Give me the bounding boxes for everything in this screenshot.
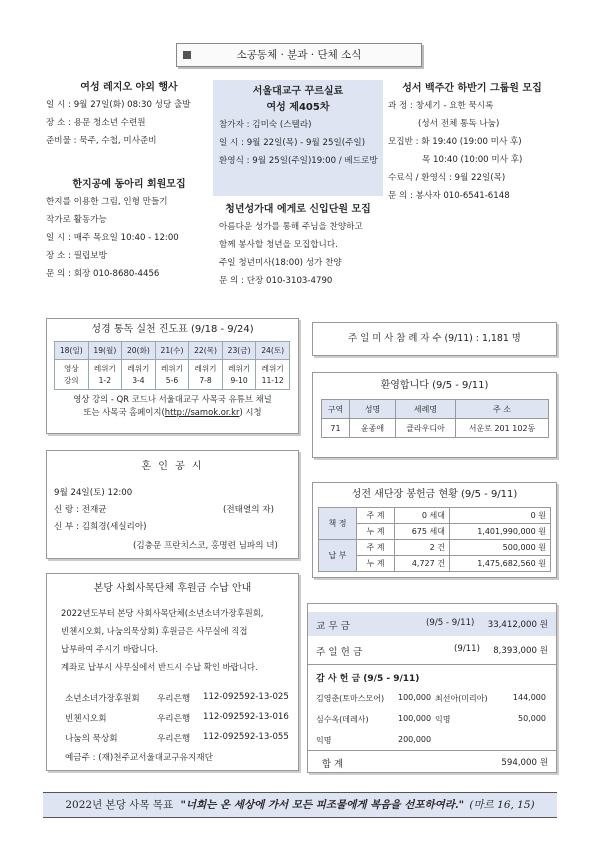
reading-cell: 레위기 9-10 <box>222 360 256 390</box>
samok-link[interactable]: http://samok.or.kr <box>164 407 240 417</box>
section-title: 소공동체 · 분과 · 단체 소식 <box>236 49 362 61</box>
thanks-name: 최선아(미리아) <box>435 694 488 703</box>
welcome-header: 성명 <box>350 400 396 419</box>
notice-line: 문 의 : 단장 010-3103-4790 <box>219 276 333 286</box>
notice-line: 과 정 : 창세기 - 요한 묵시록 <box>388 101 494 111</box>
goal-quote: "너희는 온 세상에 가서 모든 피조물에게 복음을 선포하여라." <box>180 799 465 811</box>
paragraph-line: 빈첸시오회, 나눔의묵상회) 후원금은 사무실에 직접 <box>61 626 248 636</box>
notice-line: (성서 전체 통독 나눔) <box>418 119 500 129</box>
paragraph-line: 납부하여 주시기 바랍니다. <box>61 644 158 654</box>
fund-kind: 누 계 <box>357 524 395 540</box>
fund-group: 책 정 <box>319 508 357 540</box>
day-cell: 20(화) <box>122 342 156 360</box>
notice-line: 환영식 : 9월 25일(주일)19:00 / 베드로방 <box>219 156 378 166</box>
goal-reference: (마르 16, 15) <box>469 799 535 811</box>
wedding-date: 9월 24일(토) 12:00 <box>54 488 133 498</box>
welcome-cell: 71 <box>322 419 350 438</box>
pastoral-goal-banner <box>43 792 557 818</box>
reading-cell: 레위기 7-8 <box>189 360 223 390</box>
notice-line: 함께 봉사할 청년을 모집합니다. <box>219 240 338 250</box>
table-row <box>319 540 551 556</box>
welcome-cell: 윤종애 <box>350 419 396 438</box>
day-cell: 18(일) <box>55 342 89 360</box>
thanks-amount: 50,000 <box>518 714 546 723</box>
welcome-title: 환영합니다 (9/5 - 9/11) <box>380 380 489 391</box>
sunday-offering-amount: 8,393,000 원 <box>493 646 548 656</box>
finance-box <box>307 603 557 773</box>
notice-line: 문 의 : 회장 010-8680-4456 <box>46 269 160 279</box>
note-line: 또는 사목국 홈페이지(http://samok.or.kr) 시청 <box>83 407 262 417</box>
fund-amount: 1,401,990,000 원 <box>450 524 551 540</box>
welcome-header: 구역 <box>322 400 350 419</box>
divider <box>308 664 556 665</box>
notice-line: 준비물 : 묵주, 수첩, 미사준비 <box>46 136 157 146</box>
account-bank: 우리은행 <box>157 714 191 724</box>
hanji-title: 한지공예 동아리 회원모집 <box>72 179 186 190</box>
thanks-name: 익명 <box>435 715 451 724</box>
notice-line: 수료식 / 환영식 : 9월 22일(목) <box>388 173 506 183</box>
bible-progress-box <box>46 318 299 434</box>
fund-count: 675 세대 <box>395 524 450 540</box>
thanks-offering-title: 감 사 헌 금 (9/5 - 9/11) <box>316 674 420 684</box>
fund-kind: 주 계 <box>357 508 395 524</box>
school-fee-amount: 33,412,000 원 <box>487 620 548 630</box>
bible-group-title: 성서 백주간 하반기 그룹원 모집 <box>402 83 542 94</box>
reading-cell: 레위기 1-2 <box>88 360 122 390</box>
welcome-cell: 클라우디아 <box>396 419 456 438</box>
thanks-name: 김영춘(토마스모어) <box>316 694 385 703</box>
sunday-offering-label: 주 일 헌 금 <box>316 647 363 658</box>
thanks-name: 익명 <box>316 736 332 745</box>
account-bank: 우리은행 <box>157 734 191 744</box>
note-line: 영상 강의 - QR 코드나 서울대교구 사목국 유튜브 채널 <box>73 394 272 404</box>
bible-progress-title: 성경 통독 실천 진도표 (9/18 - 9/24) <box>91 324 254 335</box>
bible-group-notice <box>386 80 558 205</box>
day-cell: 21(수) <box>155 342 189 360</box>
account-name: 빈첸시오회 <box>65 714 107 724</box>
welcome-header: 세례명 <box>396 400 456 419</box>
notice-line: 모집반 : 화 19:40 (19:00 미사 후) <box>388 137 522 147</box>
notice-line: 작가로 활동가능 <box>46 215 107 225</box>
total-label: 합 계 <box>322 759 344 770</box>
notice-line: 장 소 : 필립보방 <box>46 251 107 261</box>
account-name: 소년소녀가장후원회 <box>65 694 140 704</box>
welcome-table <box>321 399 549 438</box>
square-bullet-icon <box>183 51 191 59</box>
table-row <box>319 508 551 524</box>
account-number: 112-092592-13-016 <box>203 712 289 722</box>
notice-line: 아름다운 성가를 통해 주님을 찬양하고 <box>219 222 363 232</box>
fund-kind: 누 계 <box>357 556 395 572</box>
notice-line: 일 시 : 9월 22일(목) - 9월 25일(주일) <box>219 138 366 148</box>
fund-group: 납 부 <box>319 540 357 572</box>
school-fee-period: (9/5 - 9/11) <box>426 618 475 628</box>
thanks-name: 심수옥(데레사) <box>316 715 369 724</box>
reading-cell: 레위기 11-12 <box>256 360 290 390</box>
wedding-box <box>46 450 299 559</box>
welcome-box <box>312 372 557 458</box>
account-name: 나눔의 묵상회 <box>65 734 118 744</box>
donation-title: 본당 사회사목단체 후원금 수납 안내 <box>93 583 252 594</box>
notice-line: 목 10:40 (10:00 미사 후) <box>422 155 523 165</box>
reading-cell: 영상 강의 <box>55 360 89 390</box>
reading-cell: 레위기 5-6 <box>155 360 189 390</box>
fund-count: 2 건 <box>395 540 450 556</box>
cursillo-subtitle: 여성 제405차 <box>266 102 330 113</box>
goal-prefix: 2022년 본당 사목 목표 <box>65 799 174 811</box>
day-cell: 19(월) <box>88 342 122 360</box>
welcome-header: 주 소 <box>456 400 549 419</box>
day-cell: 22(목) <box>189 342 223 360</box>
day-cell: 24(토) <box>256 342 290 360</box>
fund-count: 0 세대 <box>395 508 450 524</box>
fund-count: 4,727 건 <box>395 556 450 572</box>
wedding-groom-note: (전태열의 자) <box>223 505 274 515</box>
notice-line: 문 의 : 봉사자 010-6541-6148 <box>388 191 510 201</box>
wedding-bride: 신 부 : 김희경(세실리아) <box>54 522 147 532</box>
bible-progress-table <box>54 341 290 390</box>
paragraph-line: 계좌로 납부시 사무실에서 반드시 수납 확인 바랍니다. <box>61 662 258 672</box>
notice-line: 주일 청년미사(18:00) 성가 찬양 <box>219 258 342 268</box>
building-fund-box <box>312 482 557 578</box>
account-number: 112-092592-13-055 <box>203 732 289 742</box>
reading-cell: 레위기 3-4 <box>122 360 156 390</box>
cursillo-choir-panel <box>213 80 383 290</box>
fund-amount: 1,475,682,560 원 <box>450 556 551 572</box>
women-legio-notice <box>46 80 212 150</box>
donation-box <box>46 573 299 771</box>
notice-line: 참가자 : 김미숙 (스텔라) <box>219 120 312 130</box>
day-cell: 23(금) <box>222 342 256 360</box>
notice-line: 일 시 : 9월 27일(화) 08:30 성당 출발 <box>46 100 191 110</box>
table-row <box>322 419 549 438</box>
paragraph-line: 2022년도부터 본당 사회사목단체(소년소녀가장후원회, <box>61 608 264 618</box>
notice-line: 장 소 : 용문 청소년 수련원 <box>46 118 146 128</box>
building-fund-table <box>318 507 551 572</box>
wedding-bride-note: (김충문 프란치스코, 홍명련 님파의 녀) <box>133 541 278 551</box>
cursillo-title: 서울대교구 꾸르실료 <box>252 86 344 97</box>
wedding-groom: 신 랑 : 전재균 <box>54 505 107 515</box>
women-legio-title: 여성 레지오 야외 행사 <box>80 82 178 93</box>
school-fee-label: 교 무 금 <box>316 621 350 632</box>
fund-kind: 주 계 <box>357 540 395 556</box>
notice-line: 한지를 이용한 그림, 인형 만들기 <box>46 197 168 207</box>
sunday-offering-period: (9/11) <box>454 644 481 654</box>
building-fund-title: 성전 새단장 봉헌금 현황 (9/5 - 9/11) <box>351 489 518 500</box>
notice-line: 일 시 : 매주 목요일 10:40 - 12:00 <box>46 233 179 243</box>
choir-notice <box>213 196 383 290</box>
choir-title: 청년성가대 에게로 신입단원 모집 <box>225 204 371 215</box>
total-amount: 594,000 원 <box>501 758 548 768</box>
bible-progress-note <box>47 393 298 419</box>
divider <box>308 750 556 751</box>
fund-amount: 500,000 원 <box>450 540 551 556</box>
thanks-amount: 100,000 <box>398 693 432 702</box>
wedding-title: 혼 인 공 시 <box>141 461 204 472</box>
account-bank: 우리은행 <box>157 694 191 704</box>
thanks-amount: 200,000 <box>398 735 432 744</box>
welcome-cell: 서운로 201 102동 <box>456 419 549 438</box>
donation-paragraph <box>47 604 298 676</box>
section-header <box>176 43 422 67</box>
account-number: 112-092592-13-025 <box>203 692 289 702</box>
fund-amount: 0 원 <box>450 508 551 524</box>
thanks-amount: 100,000 <box>398 714 432 723</box>
account-holder: 예금주 : (재)천주교서울대교구유지재단 <box>65 753 213 763</box>
cursillo-notice <box>213 80 383 196</box>
hanji-notice <box>46 177 212 283</box>
thanks-amount: 144,000 <box>512 693 546 702</box>
mass-attendance-box: 주 일 미 사 참 례 자 수 (9/11) : 1,181 명 <box>312 322 557 356</box>
